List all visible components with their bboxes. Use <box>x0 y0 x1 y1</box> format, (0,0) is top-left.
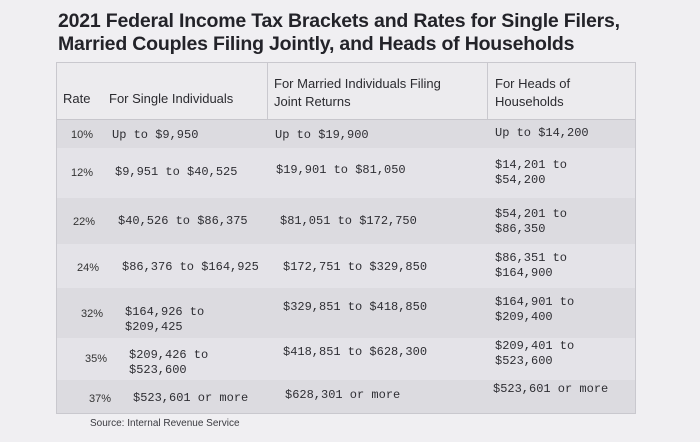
table-row <box>57 288 635 338</box>
single-cell: Up to $9,950 <box>112 128 199 142</box>
heads-cell-line: $14,201 to <box>495 158 568 172</box>
heads-cell <box>495 339 574 369</box>
single-cell: $40,526 to $86,375 <box>118 214 248 228</box>
header-heads-line-1: For Heads of <box>495 76 571 91</box>
single-cell: $86,376 to $164,925 <box>122 260 259 274</box>
single-cell <box>129 348 208 378</box>
table-header <box>57 63 635 120</box>
table-row <box>57 120 635 148</box>
married-cell: $418,851 to $628,300 <box>283 345 428 359</box>
married-cell: $329,851 to $418,850 <box>283 300 428 314</box>
table-row <box>57 148 635 198</box>
rate-cell: 22% <box>73 216 96 228</box>
heads-cell: $523,601 or more <box>493 382 609 396</box>
header-married <box>274 75 441 111</box>
rate-cell: 35% <box>85 353 108 365</box>
title-line-1: 2021 Federal Income Tax Brackets and Rates for Single Filers, <box>58 10 620 32</box>
married-cell: Up to $19,900 <box>275 128 369 142</box>
rate-cell: 37% <box>89 393 112 405</box>
married-cell: $19,901 to $81,050 <box>276 163 406 177</box>
table-row <box>57 380 635 413</box>
single-cell-line: $523,600 <box>129 363 187 377</box>
heads-cell <box>495 295 574 325</box>
single-cell-line: $164,926 to <box>125 305 205 319</box>
rate-cell: 32% <box>81 308 104 320</box>
heads-cell <box>495 207 567 237</box>
table-row <box>57 338 635 380</box>
header-heads-line-2: Households <box>495 94 564 109</box>
table-row <box>57 198 635 244</box>
heads-cell-line: $209,401 to <box>495 339 575 353</box>
single-cell: $523,601 or more <box>133 391 249 405</box>
tax-bracket-table <box>56 62 636 414</box>
heads-cell-line: $209,400 <box>495 310 553 324</box>
heads-cell-line: $86,350 <box>495 222 546 236</box>
heads-cell-line: $164,901 to <box>495 295 575 309</box>
header-heads <box>495 75 570 111</box>
header-married-line-2: Joint Returns <box>274 94 351 109</box>
rate-cell: 24% <box>77 262 100 274</box>
single-cell: $9,951 to $40,525 <box>115 165 238 179</box>
header-divider <box>267 63 268 119</box>
table-row <box>57 244 635 288</box>
page-title <box>58 10 678 56</box>
married-cell: $628,301 or more <box>285 388 401 402</box>
header-rate: Rate <box>63 91 91 106</box>
heads-cell <box>495 158 567 188</box>
rate-cell: 10% <box>71 129 94 141</box>
rate-cell: 12% <box>71 167 94 179</box>
heads-cell: Up to $14,200 <box>495 126 589 140</box>
heads-cell-line: $86,351 to <box>495 251 568 265</box>
single-cell-line: $209,426 to <box>129 348 209 362</box>
single-cell-line: $209,425 <box>125 320 183 334</box>
heads-cell-line: $164,900 <box>495 266 553 280</box>
source-note: Source: Internal Revenue Service <box>90 418 240 429</box>
header-single: For Single Individuals <box>109 91 234 106</box>
married-cell: $81,051 to $172,750 <box>280 214 417 228</box>
heads-cell <box>495 251 567 281</box>
heads-cell-line: $54,200 <box>495 173 546 187</box>
heads-cell-line: $54,201 to <box>495 207 568 221</box>
header-divider <box>487 63 488 119</box>
single-cell <box>125 305 204 335</box>
header-married-line-1: For Married Individuals Filing <box>274 76 441 91</box>
heads-cell-line: $523,600 <box>495 354 553 368</box>
title-line-2: Married Couples Filing Jointly, and Heads of Households <box>58 33 575 55</box>
married-cell: $172,751 to $329,850 <box>283 260 428 274</box>
